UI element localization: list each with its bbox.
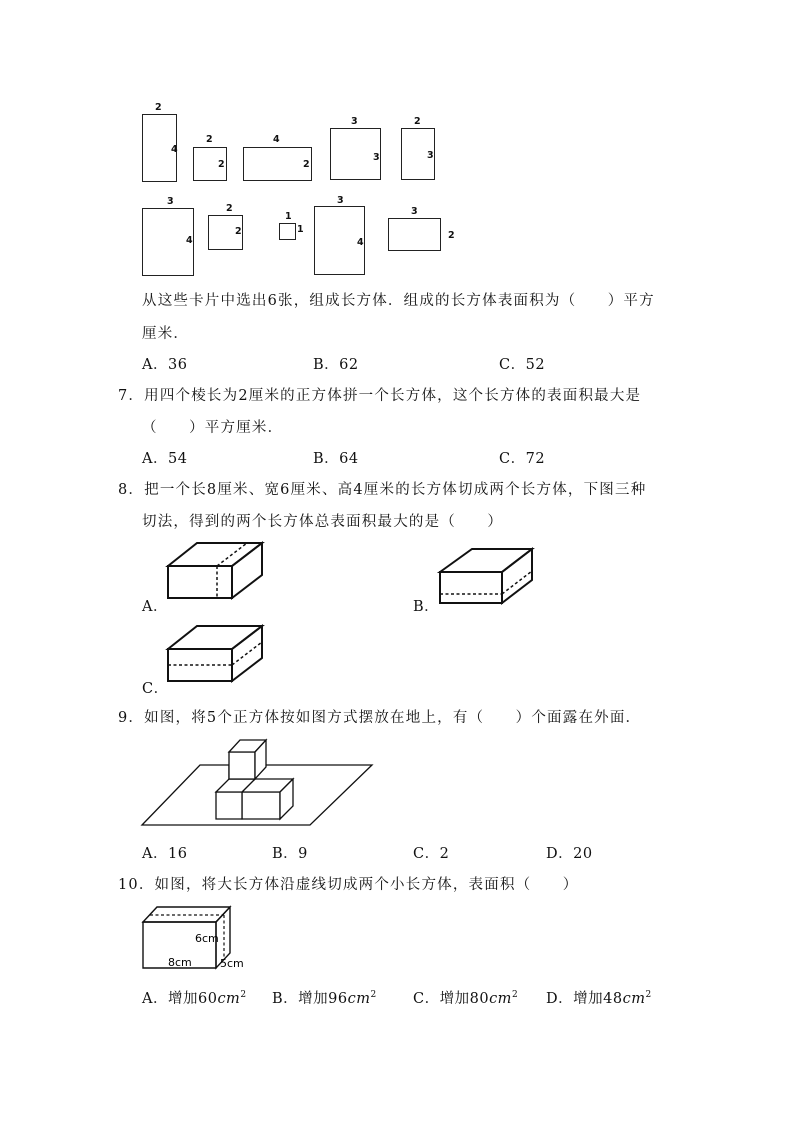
q10-length-label: 8cm <box>168 956 192 969</box>
card-2-2-side: 2 <box>235 226 242 237</box>
q7-option-b[interactable]: B．64 <box>313 451 359 467</box>
q10-height-label: 6cm <box>195 932 219 945</box>
q8-option-b[interactable]: B． <box>413 599 440 615</box>
card-1-4-top: 3 <box>351 116 358 127</box>
q9-option-c[interactable]: C．2 <box>413 846 450 862</box>
q10-option-b[interactable] <box>272 987 377 1008</box>
q10-option-d-sup: 2 <box>645 990 652 1001</box>
q10-option-a-unit: cm <box>217 991 241 1007</box>
card-1-4-side: 3 <box>373 152 380 163</box>
card-2-5 <box>388 218 441 251</box>
q7-option-a[interactable]: A．54 <box>142 451 188 467</box>
q6-option-c[interactable]: C．52 <box>499 357 546 373</box>
q10-option-d-value: 48 <box>603 991 623 1007</box>
q9-figure <box>140 735 380 830</box>
card-1-2-side: 2 <box>218 159 225 170</box>
q10-width-label: 5cm <box>220 957 244 970</box>
q10-option-d[interactable] <box>546 987 652 1008</box>
q10-option-a-prefix: A．增加 <box>142 991 198 1007</box>
q9-option-a[interactable]: A．16 <box>142 846 188 862</box>
q10-option-c-sup: 2 <box>511 990 519 1001</box>
q8-option-a[interactable]: A． <box>142 599 168 615</box>
q10-option-b-unit: cm <box>347 991 371 1007</box>
q10-figure <box>140 902 250 974</box>
q10-text-line1: 10．如图，将大长方体沿虚线切成两个小长方体，表面积（ ） <box>118 877 579 893</box>
q7-option-c[interactable]: C．72 <box>499 451 546 467</box>
q10-option-c-prefix: C．增加 <box>413 991 470 1007</box>
card-1-2-top: 2 <box>206 134 213 145</box>
q7-text-line2: （ ）平方厘米． <box>142 420 284 436</box>
q10-option-c[interactable] <box>413 987 518 1008</box>
card-1-3-top: 4 <box>273 134 280 145</box>
card-1-1-top: 2 <box>155 102 162 113</box>
q10-option-c-value: 80 <box>469 991 490 1007</box>
card-1-3-side: 2 <box>303 159 310 170</box>
q8-option-c[interactable]: C． <box>142 681 169 697</box>
q9-option-d[interactable]: D．20 <box>546 846 593 862</box>
q10-option-c-unit: cm <box>489 991 512 1007</box>
card-2-5-top: 3 <box>411 206 418 217</box>
q10-option-a-sup: 2 <box>240 990 247 1001</box>
card-1-5-side: 3 <box>427 150 434 161</box>
card-2-3-top: 1 <box>285 211 292 222</box>
q6-option-a[interactable]: A．36 <box>142 357 188 373</box>
q8-figure-a <box>165 540 270 602</box>
q10-option-b-value: 96 <box>328 991 348 1007</box>
q8-text-line2: 切法，得到的两个长方体总表面积最大的是（ ） <box>142 514 504 530</box>
q10-option-d-unit: cm <box>622 991 646 1007</box>
q10-option-b-prefix: B．增加 <box>272 991 329 1007</box>
card-2-3 <box>279 223 296 240</box>
card-1-5-top: 2 <box>414 116 421 127</box>
q10-option-b-sup: 2 <box>370 990 377 1001</box>
q6-text-line1: 从这些卡片中选出6张，组成长方体．组成的长方体表面积为（ ）平方 <box>142 293 655 309</box>
card-2-5-side: 2 <box>448 230 455 241</box>
q10-option-a[interactable] <box>142 987 247 1008</box>
card-2-1-top: 3 <box>167 196 174 207</box>
q8-text-line1: 8．把一个长8厘米、宽6厘米、高4厘米的长方体切成两个长方体，下图三种 <box>118 482 647 498</box>
card-1-1-side: 4 <box>171 144 178 155</box>
card-2-4-side: 4 <box>357 237 364 248</box>
q7-text-line1: 7．用四个棱长为2厘米的正方体拼一个长方体，这个长方体的表面积最大是 <box>118 388 642 404</box>
q9-text-line1: 9．如图，将5个正方体按如图方式摆放在地上，有（ ）个面露在外面． <box>118 710 642 726</box>
card-1-3 <box>243 147 312 181</box>
q10-option-d-prefix: D．增加 <box>546 991 604 1007</box>
card-2-1-side: 4 <box>186 235 193 246</box>
card-2-3-side: 1 <box>297 224 304 235</box>
q6-option-b[interactable]: B．62 <box>313 357 359 373</box>
q9-option-b[interactable]: B．9 <box>272 846 308 862</box>
card-2-4-top: 3 <box>337 195 344 206</box>
q8-figure-b <box>437 546 537 606</box>
q8-figure-c <box>165 623 270 685</box>
q6-text-line2: 厘米． <box>142 326 190 342</box>
card-2-2-top: 2 <box>226 203 233 214</box>
q10-option-a-value: 60 <box>197 991 218 1007</box>
